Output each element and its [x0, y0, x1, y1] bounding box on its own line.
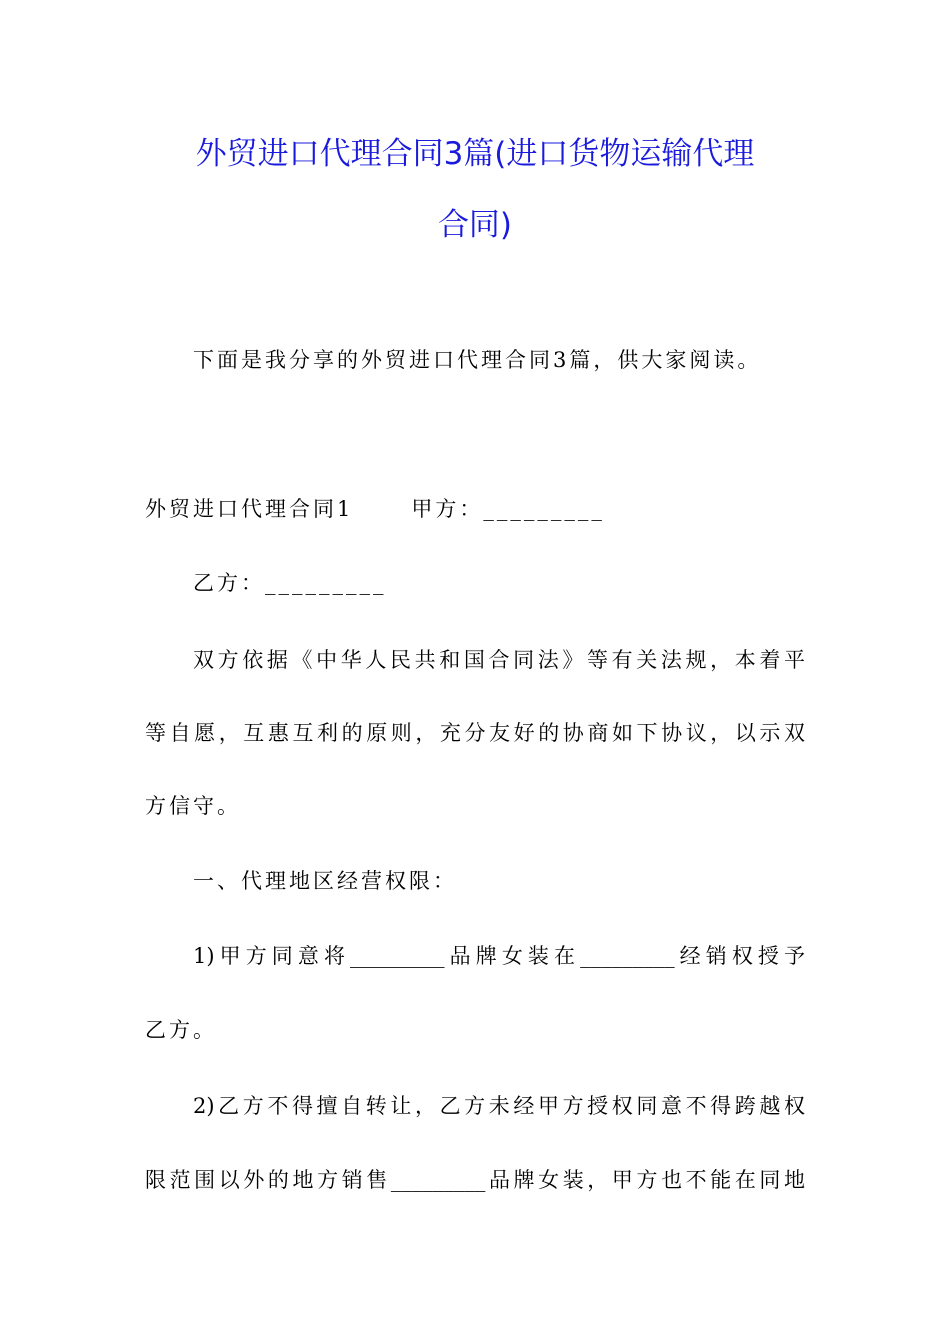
party-b-field: 乙方：_________ [193, 571, 387, 595]
intro-paragraph: 下面是我分享的外贸进口代理合同3篇，供大家阅读。 [193, 348, 762, 372]
contract-1-heading: 外贸进口代理合同1 [145, 497, 354, 521]
section-1-heading: 一、代理地区经营权限： [193, 869, 457, 893]
item-2-line-1: 2)乙方不得擅自转让，乙方未经甲方授权同意不得跨越权 [193, 1094, 805, 1118]
item-1-line-1: 1)甲方同意将_________品牌女装在_________经销权授予 [193, 944, 805, 968]
item-1-line-2: 乙方。 [145, 1018, 217, 1042]
contract-1-heading-row [145, 494, 805, 524]
paragraph-1-line-1: 双方依据《中华人民共和国合同法》等有关法规，本着平 [193, 648, 805, 672]
item-2-line-2: 限范围以外的地方销售_________品牌女装，甲方也不能在同地 [145, 1168, 805, 1192]
document-title-line-1: 外贸进口代理合同3篇(进口货物运输代理 [195, 136, 755, 172]
paragraph-1-line-3: 方信守。 [145, 794, 241, 818]
paragraph-1-line-2: 等自愿，互惠互利的原则，充分友好的协商如下协议，以示双 [145, 721, 805, 745]
party-a-field: 甲方：_________ [411, 497, 605, 521]
document-title-line-2: 合同) [437, 207, 513, 243]
